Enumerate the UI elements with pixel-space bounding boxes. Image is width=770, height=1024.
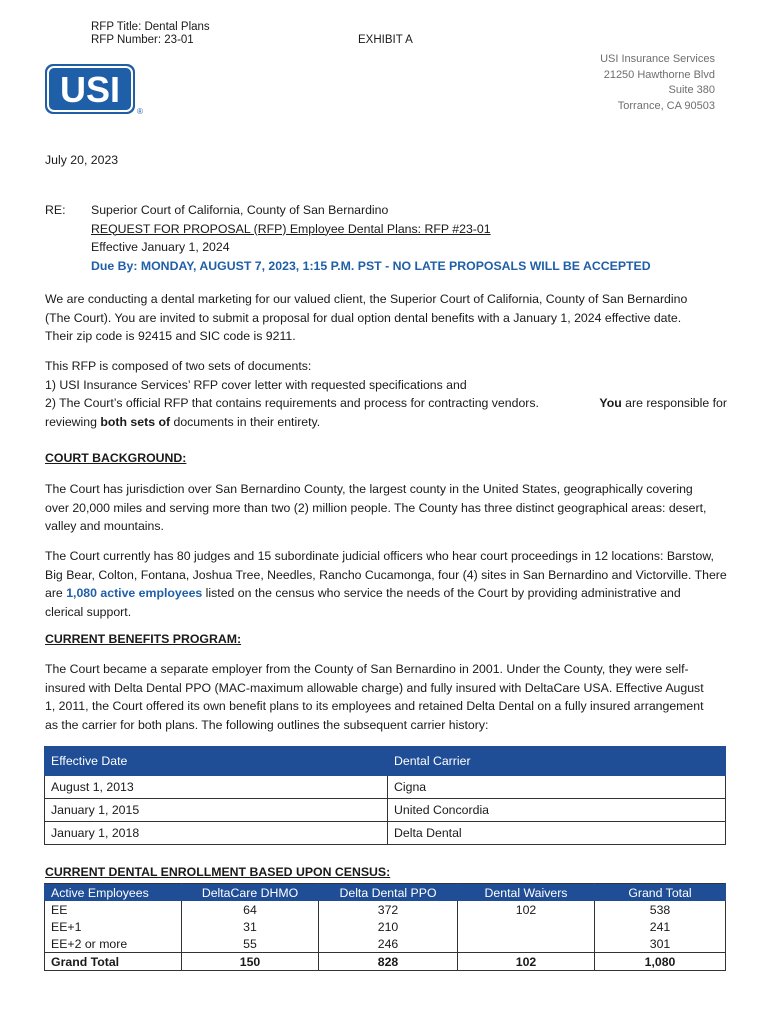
intro-paragraph: [45, 290, 735, 346]
table-cell: 102: [458, 953, 595, 971]
rfp-title: RFP Title: Dental Plans: [91, 21, 210, 33]
table-cell: 301: [595, 935, 726, 953]
benefits-line-2: insured with Delta Dental PPO (MAC-maximum allowable charge) and fully insured with DeltaCare USA. Effective August: [45, 680, 704, 695]
usi-logo: [44, 63, 136, 115]
table-cell: EE: [45, 901, 182, 918]
active-employees-count: 1,080 active employees: [66, 586, 203, 600]
current-benefits-paragraph: [45, 660, 735, 734]
usi-logo-icon: [44, 63, 136, 115]
header-deltacare-dhmo: DeltaCare DHMO: [182, 884, 319, 902]
court-bg-p2-line-4: clerical support.: [45, 604, 132, 619]
table-cell: January 1, 2018: [45, 822, 388, 845]
re-block: [91, 201, 651, 275]
docs-line-1: This RFP is composed of two sets of documents:: [45, 359, 312, 373]
header-dental-waivers: Dental Waivers: [458, 884, 595, 902]
table-cell: Cigna: [388, 776, 726, 799]
re-label: RE:: [45, 203, 66, 217]
court-bg-p2-line-3-c: listed on the census who service the needs of the Court by providing administrative and: [205, 586, 681, 600]
table-cell: January 1, 2015: [45, 799, 388, 822]
header-delta-dental-ppo: Delta Dental PPO: [319, 884, 458, 902]
docs-line-4-c: documents in their entirety.: [173, 414, 321, 429]
exhibit-label: EXHIBIT A: [358, 34, 413, 46]
court-bg-p2-line-2: Big Bear, Colton, Fontana, Joshua Tree, Needles, Rancho Cucamonga, four (4) sites in San Bernardino and Victorville. There: [45, 567, 727, 582]
table-row: [45, 799, 726, 822]
table-cell: 828: [319, 953, 458, 971]
re-line-1: Superior Court of California, County of San Bernardino: [91, 203, 389, 217]
docs-line-3-a: 2) The Court’s official RFP that contains requirements and process for contracting vendors.: [45, 396, 539, 410]
table-cell: [458, 918, 595, 935]
table-cell: EE+2 or more: [45, 935, 182, 953]
carrier-history-table: [44, 746, 726, 845]
enrollment-heading: CURRENT DENTAL ENROLLMENT BASED UPON CENSUS:: [45, 865, 391, 879]
intro-line-3: Their zip code is 92415 and SIC code is 9211.: [45, 329, 296, 343]
address-line-1: USI Insurance Services: [600, 53, 715, 65]
registered-mark: ®: [137, 107, 143, 116]
court-background-p2: [45, 547, 727, 621]
table-header-row: [45, 884, 726, 902]
table-cell: 246: [319, 935, 458, 953]
court-bg-p2-line-3: [45, 584, 727, 603]
table-cell: 55: [182, 935, 319, 953]
table-cell: 31: [182, 918, 319, 935]
current-benefits-heading: CURRENT BENEFITS PROGRAM:: [45, 632, 242, 646]
benefits-line-4: as the carrier for both plans. The following outlines the subsequent carrier history:: [45, 717, 489, 732]
letter-date: July 20, 2023: [45, 153, 119, 167]
table-cell: 210: [319, 918, 458, 935]
address-line-2: 21250 Hawthorne Blvd: [603, 68, 715, 81]
rfp-number: RFP Number: 23-01: [91, 34, 194, 46]
docs-line-3-you: You: [599, 396, 622, 410]
table-cell: 64: [182, 901, 319, 918]
court-background-p1: [45, 480, 727, 536]
header-dental-carrier: Dental Carrier: [388, 747, 726, 776]
court-bg-p2-line-1: The Court currently has 80 judges and 15 subordinate judicial officers who hear court proceedings in 12 locations: Barstow,: [45, 549, 714, 563]
table-cell: EE+1: [45, 918, 182, 935]
intro-line-1: We are conducting a dental marketing for our valued client, the Superior Court of California, County of San Bernardino: [45, 292, 688, 306]
table-cell: Delta Dental: [388, 822, 726, 845]
docs-line-2: 1) USI Insurance Services’ RFP cover letter with requested specifications and: [45, 377, 467, 392]
table-cell: August 1, 2013: [45, 776, 388, 799]
address-line-4: Torrance, CA 90503: [617, 99, 715, 112]
docs-line-3-c: are responsible for: [625, 396, 727, 410]
table-row: [45, 918, 726, 935]
address-block: [465, 52, 715, 114]
table-row: [45, 901, 726, 918]
court-background-heading: COURT BACKGROUND:: [45, 451, 187, 465]
court-bg-line-1: The Court has jurisdiction over San Bernardino County, the largest county in the United States, geographically covering: [45, 482, 693, 496]
table-total-row: [45, 953, 726, 971]
table-header-row: [45, 747, 726, 776]
due-date-notice: Due By: MONDAY, AUGUST 7, 2023, 1:15 P.M. PST - NO LATE PROPOSALS WILL BE ACCEPTED: [91, 258, 651, 273]
docs-line-3: [45, 394, 727, 413]
docs-line-4-bold: both sets of: [100, 414, 171, 429]
table-row: [45, 935, 726, 953]
table-cell: 102: [458, 901, 595, 918]
table-cell: 538: [595, 901, 726, 918]
court-bg-p2-line-3-a: are: [45, 586, 63, 600]
svg-text:USI: USI: [59, 69, 121, 110]
table-cell: United Concordia: [388, 799, 726, 822]
docs-line-4: [45, 413, 727, 432]
header-grand-total: Grand Total: [595, 884, 726, 902]
header-effective-date: Effective Date: [45, 747, 388, 776]
table-cell: [458, 935, 595, 953]
court-bg-line-2: over 20,000 miles and serving more than two (2) million people. The County has three distinct geographical areas: desert,: [45, 500, 707, 515]
table-cell: 150: [182, 953, 319, 971]
table-cell: 1,080: [595, 953, 726, 971]
header-active-employees: Active Employees: [45, 884, 182, 902]
court-bg-line-3: valley and mountains.: [45, 519, 164, 533]
table-row: [45, 822, 726, 845]
table-cell: 241: [595, 918, 726, 935]
re-line-2: REQUEST FOR PROPOSAL (RFP) Employee Dental Plans: RFP #23-01: [91, 221, 491, 236]
re-line-3: Effective January 1, 2024: [91, 240, 230, 254]
enrollment-table: [44, 883, 726, 971]
benefits-line-1: The Court became a separate employer from the County of San Bernardino in 2001. Under the County, they were self-: [45, 662, 689, 676]
table-row: [45, 776, 726, 799]
table-cell: 372: [319, 901, 458, 918]
benefits-line-3: 1, 2011, the Court offered its own benefit plans to its employees and retained Delta Dental on a fully insured arrangement: [45, 699, 704, 713]
intro-line-2: (The Court). You are invited to submit a proposal for dual option dental benefits with a January 1, 2024 effective date.: [45, 310, 682, 325]
table-cell: Grand Total: [45, 953, 182, 971]
docs-line-4-a: reviewing: [45, 414, 97, 429]
address-line-3: Suite 380: [668, 84, 715, 96]
documents-paragraph: [45, 357, 727, 431]
